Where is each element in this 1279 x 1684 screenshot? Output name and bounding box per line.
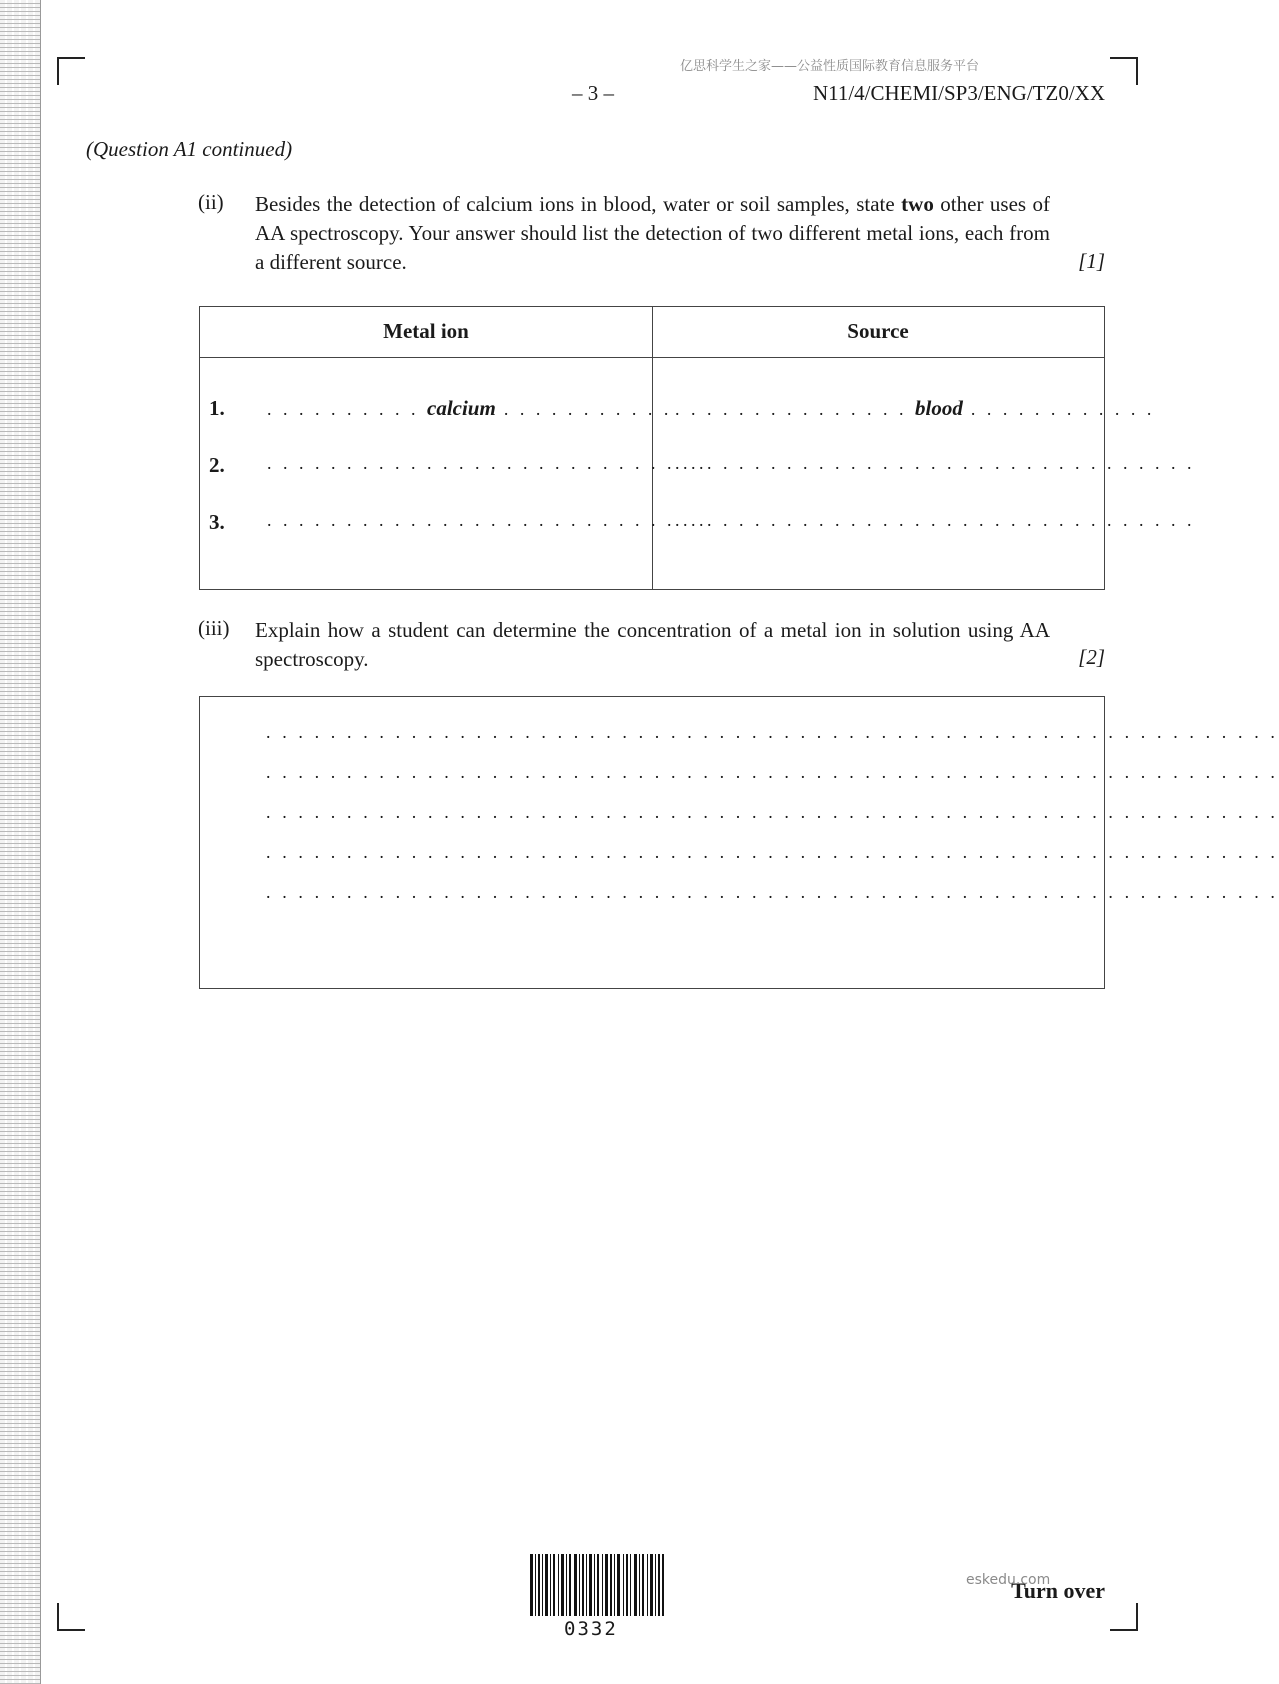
answer-line-2[interactable]: . . . . . . . . . . . . . . . . . . . . . . . . . . . . . . . . . . . . . . . . . . . . . . . . . . . . . . . . . . . . . . . <box>266 762 1279 782</box>
part-ii-text-a: Besides the detection of calcium ions in blood, water or soil samples, state <box>255 192 895 216</box>
row-1-metal-answer: calcium <box>427 396 496 420</box>
page-number: – 3 – <box>572 81 614 105</box>
turn-over-label: Turn over <box>1011 1578 1105 1603</box>
barcode-icon <box>530 1554 664 1616</box>
barcode-number: 0332 <box>564 1618 618 1640</box>
crop-mark-top-right <box>1110 57 1138 85</box>
row-1-number: 1. <box>209 396 225 420</box>
row-1-source-answer: blood <box>915 396 963 420</box>
row-3-number: 3. <box>209 510 225 534</box>
answer-line-1[interactable]: . . . . . . . . . . . . . . . . . . . . . . . . . . . . . . . . . . . . . . . . . . . . . . . . . . . . . . . . . . . . . . . <box>266 722 1279 742</box>
question-continued-heading: (Question A1 continued) <box>86 137 293 161</box>
part-ii-text-b: other uses of AA spectroscopy. Your answer should list the detection of two different metal ions, each from a different source. <box>255 192 1051 274</box>
explanation-answer-box[interactable] <box>199 696 1279 989</box>
crop-mark-bottom-right <box>1110 1603 1138 1631</box>
crop-mark-top-left <box>57 57 85 85</box>
answer-line-4[interactable]: . . . . . . . . . . . . . . . . . . . . . . . . . . . . . . . . . . . . . . . . . . . . . . . . . . . . . . . . . . . . . . . <box>266 842 1279 862</box>
paper-code: N11/4/CHEMI/SP3/ENG/TZ0/XX <box>812 81 1105 105</box>
watermark-top: 亿思科学生之家——公益性质国际教育信息服务平台 <box>680 59 980 74</box>
header-source: Source <box>847 319 909 343</box>
header-metal-ion: Metal ion <box>383 319 469 343</box>
row-2-metal-field[interactable]: . . . . . . . . . . . . . . . . . . . . . . . . . . . . <box>267 453 707 473</box>
part-iii-label: (iii) <box>198 616 230 640</box>
row-2-number: 2. <box>209 453 225 477</box>
part-ii-label: (ii) <box>198 190 224 214</box>
answer-line-3[interactable]: . . . . . . . . . . . . . . . . . . . . . . . . . . . . . . . . . . . . . . . . . . . . . . . . . . . . . . . . . . . . . . . <box>266 802 1279 822</box>
row-3-metal-field[interactable]: . . . . . . . . . . . . . . . . . . . . . . . . . . . . <box>267 510 707 530</box>
row-3-source-field[interactable]: . . . . . . . . . . . . . . . . . . . . . . . . . . . . . . . . . <box>675 510 1195 530</box>
watermark-bottom: eskedu.com <box>966 1572 1051 1588</box>
row-1-source-field[interactable]: . . . . . . . . . . . . . . . blood . . . . . . . . . . . . <box>675 396 1155 420</box>
part-ii-bold: two <box>901 192 934 216</box>
answer-line-5[interactable]: . . . . . . . . . . . . . . . . . . . . . . . . . . . . . . . . . . . . . . . . . . . . . . . . . . . . . . . . . . . . . . . <box>266 882 1279 902</box>
table-header-divider <box>200 357 1104 358</box>
row-2-source-field[interactable]: . . . . . . . . . . . . . . . . . . . . . . . . . . . . . . . . . <box>675 453 1195 473</box>
answer-table <box>199 306 1195 590</box>
table-column-divider <box>652 307 653 589</box>
row-1-metal-field[interactable]: . . . . . . . . . . calcium . . . . . . . . . . . <box>267 396 672 420</box>
part-ii-question <box>255 190 1050 277</box>
part-iii-marks: [2] <box>1078 645 1105 669</box>
part-iii-question: Explain how a student can determine the concentration of a metal ion in solution using AA spectroscopy. <box>255 618 1050 671</box>
crop-mark-bottom-left <box>57 1603 85 1631</box>
page-edge-strip <box>0 0 41 1684</box>
part-ii-marks: [1] <box>1078 249 1105 273</box>
